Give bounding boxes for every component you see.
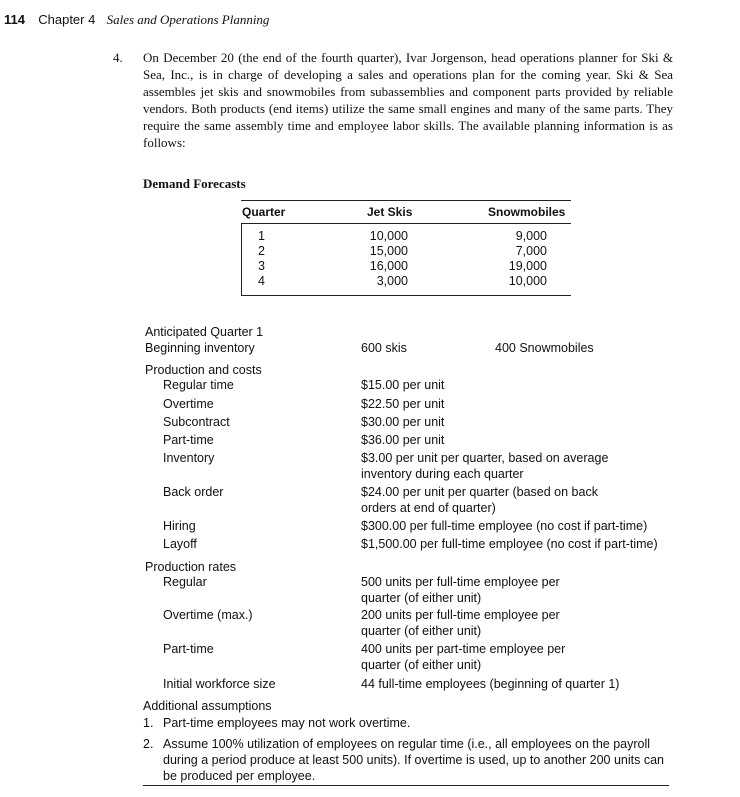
assumption-text: Assume 100% utilization of employees on regular time (i.e., all employees on the payroll during a period produce at least 500 units). If overtime is used, up to another 200 units can be produced per employee.: [163, 737, 665, 783]
rate-parttime-value: 400 units per part-time employee per quarter (of either unit): [361, 642, 566, 672]
rate-workforce-label: Initial workforce size: [163, 677, 276, 691]
header-quarter: Quarter: [242, 205, 286, 219]
quarter-cell: 1: [258, 229, 265, 243]
cost-inventory-label: Inventory: [163, 451, 215, 465]
assumption-item: [143, 715, 668, 731]
snowmobiles-cell: 7,000: [515, 244, 547, 258]
assumption-number: 2.: [143, 737, 154, 751]
costs-title: Production and costs: [145, 363, 262, 377]
page-header: [4, 12, 269, 28]
cost-layoff-value: $1,500.00 per full-time employee (no cost if part-time): [361, 537, 658, 551]
rate-workforce-value: 44 full-time employees (beginning of quarter 1): [361, 677, 620, 691]
chapter-label: Chapter 4: [38, 12, 96, 27]
quarter-cell: 2: [258, 244, 265, 258]
table-left-rule: [241, 223, 242, 295]
cost-hiring-value: $300.00 per full-time employee (no cost if part-time): [361, 519, 648, 533]
cost-overtime-value: $22.50 per unit: [361, 397, 445, 411]
cost-regular-value: $15.00 per unit: [361, 378, 445, 392]
rate-regular-value: 500 units per full-time employee per quarter (of either unit): [361, 575, 560, 605]
inventory-snowmobiles: 400 Snowmobiles: [495, 341, 594, 355]
inventory-label-line2: Beginning inventory: [145, 341, 255, 355]
snowmobiles-cell: 19,000: [508, 259, 547, 273]
rate-overtime-value: 200 units per full-time employee per quarter (of either unit): [361, 608, 560, 638]
rates-title: Production rates: [145, 560, 237, 574]
cost-backorder-value: $24.00 per unit per quarter (based on back orders at end of quarter): [361, 485, 598, 515]
jet-skis-cell: 3,000: [376, 274, 408, 288]
assumptions-title: Additional assumptions: [143, 699, 272, 713]
assumption-number: 1.: [143, 716, 154, 730]
cost-hiring-label: Hiring: [163, 519, 196, 533]
cost-parttime-label: Part-time: [163, 433, 214, 447]
cost-backorder-label: Back order: [163, 485, 224, 499]
cost-subcontract-value: $30.00 per unit: [361, 415, 445, 429]
inventory-jet-skis: 600 skis: [361, 341, 407, 355]
cost-regular-label: Regular time: [163, 378, 234, 392]
table-header-rule: [241, 223, 571, 224]
header-snowmobiles: Snowmobiles: [488, 205, 566, 219]
quarter-cell: 3: [258, 259, 265, 273]
cost-overtime-label: Overtime: [163, 397, 214, 411]
jet-skis-cell: 10,000: [369, 229, 408, 243]
jet-skis-cell: 16,000: [369, 259, 408, 273]
assumption-text: Part-time employees may not work overtime.: [163, 716, 411, 730]
page-number: 114: [4, 12, 25, 27]
rate-regular-label: Regular: [163, 575, 207, 589]
jet-skis-cell: 15,000: [369, 244, 408, 258]
inventory-label-line1: Anticipated Quarter 1: [145, 325, 264, 339]
cost-layoff-label: Layoff: [163, 537, 197, 551]
snowmobiles-cell: 9,000: [515, 229, 547, 243]
table-top-rule: [241, 200, 571, 201]
cost-inventory-value: $3.00 per unit per quarter, based on average inventory during each quarter: [361, 451, 609, 481]
section-bottom-rule: [143, 785, 669, 786]
demand-forecasts-title: Demand Forecasts: [143, 176, 246, 191]
problem-statement: [113, 49, 673, 151]
rate-parttime-label: Part-time: [163, 642, 214, 656]
table-bottom-rule: [241, 295, 571, 296]
cost-subcontract-label: Subcontract: [163, 415, 230, 429]
rate-overtime-label: Overtime (max.): [163, 608, 253, 622]
problem-text: On December 20 (the end of the fourth quarter), Ivar Jorgenson, head operations planner for Ski & Sea, Inc., is in charge of developing a sales and operations plan for the coming year. Ski & Sea assembles jet skis and snowmobiles from subassemblies and component parts provided by reliable vendors. Both products (end items) utilize the same small engines and many of the same parts. They require the same assembly time and employee labor skills. The available planning information is as follows:: [143, 50, 673, 150]
chapter-title: Sales and Operations Planning: [106, 12, 270, 27]
cost-parttime-value: $36.00 per unit: [361, 433, 445, 447]
quarter-cell: 4: [258, 274, 265, 288]
problem-number: 4.: [113, 50, 123, 65]
header-jet-skis: Jet Skis: [367, 205, 413, 219]
assumption-item: [143, 736, 668, 784]
snowmobiles-cell: 10,000: [508, 274, 547, 288]
